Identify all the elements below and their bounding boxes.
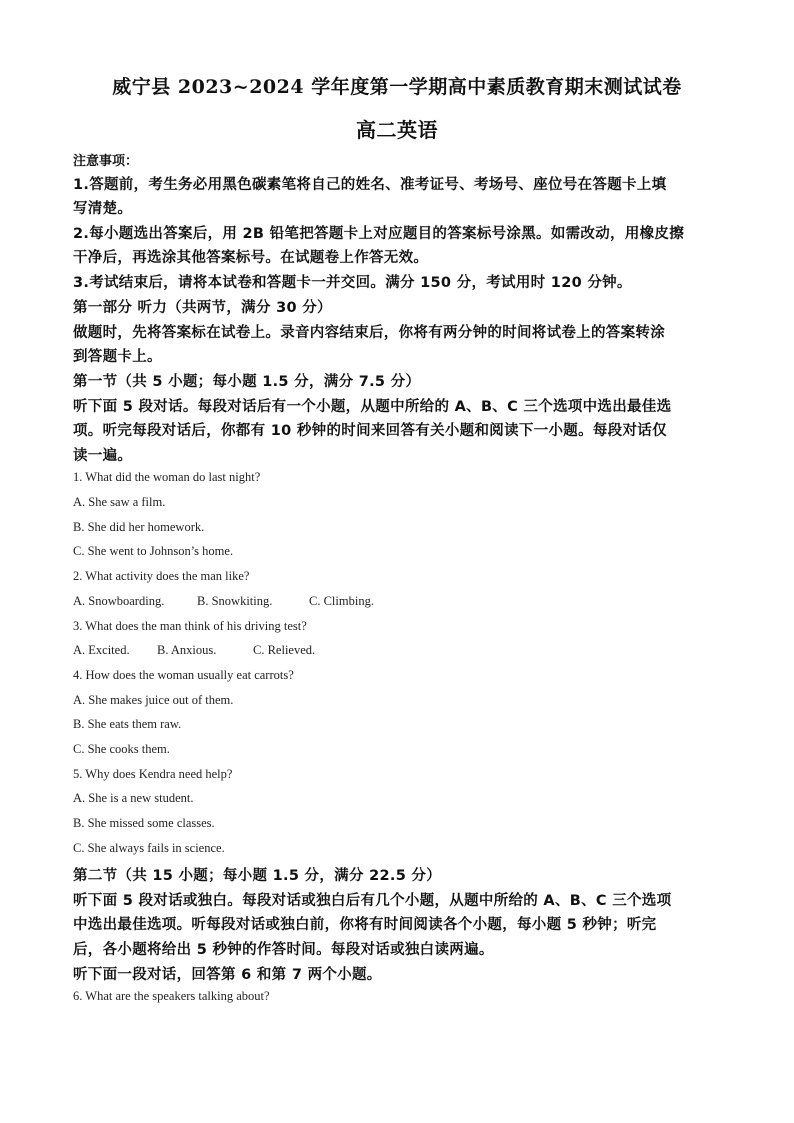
question-2: 2. What activity does the man like? (73, 569, 250, 583)
part1-heading: 第一部分 听力（共两节，满分 30 分） (73, 300, 332, 316)
question-5: 5. Why does Kendra need help? (73, 767, 233, 781)
notice-line-1: 1.答题前，考生务必用黑色碳素笔将自己的姓名、准考证号、考场号、座位号在答题卡上填 (73, 177, 667, 193)
part1-desc-2: 到答题卡上。 (73, 349, 162, 365)
question-2-option-a: A. Snowboarding. (73, 594, 165, 608)
notice-line-4: 干净后，再选涂其他答案标号。在试题卷上作答无效。 (73, 250, 429, 266)
question-3-option-b: B. Anxious. (157, 643, 217, 657)
question-3-option-c: C. Relieved. (253, 643, 316, 657)
question-3-options (73, 643, 315, 658)
question-1-option-c: C. She went to Johnson’s home. (73, 544, 234, 558)
question-2-option-b: B. Snowkiting. (197, 594, 273, 608)
question-1-option-b: B. She did her homework. (73, 520, 205, 534)
question-6: 6. What are the speakers talking about? (73, 989, 270, 1003)
section1-desc-2: 项。听完每段对话后，你都有 10 秒钟的时间来回答有关小题和阅读下一小题。每段对话仅 (73, 423, 667, 439)
section2-desc-1: 听下面 5 段对话或独白。每段对话或独白后有几个小题，从题中所给的 A、B、C 三个选项 (73, 893, 672, 909)
question-2-option-c: C. Climbing. (309, 594, 374, 608)
question-4-option-a: A. She makes juice out of them. (73, 693, 234, 707)
notice-heading: 注意事项： (73, 154, 139, 169)
section2-heading: 第二节（共 15 小题；每小题 1.5 分，满分 22.5 分） (73, 868, 442, 884)
question-4-option-c: C. She cooks them. (73, 742, 170, 756)
section2-desc-2: 中选出最佳选项。听每段对话或独白前，你将有时间阅读各个小题，每小题 5 秒钟；听完 (73, 917, 657, 933)
question-4-option-b: B. She eats them raw. (73, 717, 182, 731)
question-3-option-a: A. Excited. (73, 643, 130, 657)
section1-heading: 第一节（共 5 小题；每小题 1.5 分，满分 7.5 分） (73, 374, 421, 390)
exam-title: 威宁县 2023~2024 学年度第一学期高中素质教育期末测试试卷 (112, 76, 682, 98)
part1-desc-1: 做题时，先将答案标在试卷上。录音内容结束后，你将有两分钟的时间将试卷上的答案转涂 (73, 325, 665, 341)
question-5-option-c: C. She always fails in science. (73, 841, 225, 855)
question-5-option-b: B. She missed some classes. (73, 816, 215, 830)
question-1: 1. What did the woman do last night? (73, 470, 261, 484)
question-5-option-a: A. She is a new student. (73, 791, 194, 805)
notice-line-2: 写清楚。 (73, 201, 133, 217)
section1-desc-3: 读一遍。 (73, 448, 133, 464)
section2-instruction: 听下面一段对话，回答第 6 和第 7 两个小题。 (73, 967, 382, 983)
section2-desc-3: 后，各小题将给出 5 秒钟的作答时间。每段对话或独白读两遍。 (73, 942, 494, 958)
question-2-options (73, 594, 374, 609)
notice-line-3: 2.每小题选出答案后，用 2B 铅笔把答题卡上对应题目的答案标号涂黑。如需改动，用橡皮擦 (73, 226, 685, 242)
question-4: 4. How does the woman usually eat carrots? (73, 668, 294, 682)
question-3: 3. What does the man think of his driving test? (73, 619, 307, 633)
question-1-option-a: A. She saw a film. (73, 495, 166, 509)
notice-line-5: 3.考试结束后，请将本试卷和答题卡一并交回。满分 150 分，考试用时 120 分钟。 (73, 275, 632, 291)
exam-subject: 高二英语 (356, 118, 438, 142)
section1-desc-1: 听下面 5 段对话。每段对话后有一个小题，从题中所给的 A、B、C 三个选项中选出最佳选 (73, 399, 672, 415)
